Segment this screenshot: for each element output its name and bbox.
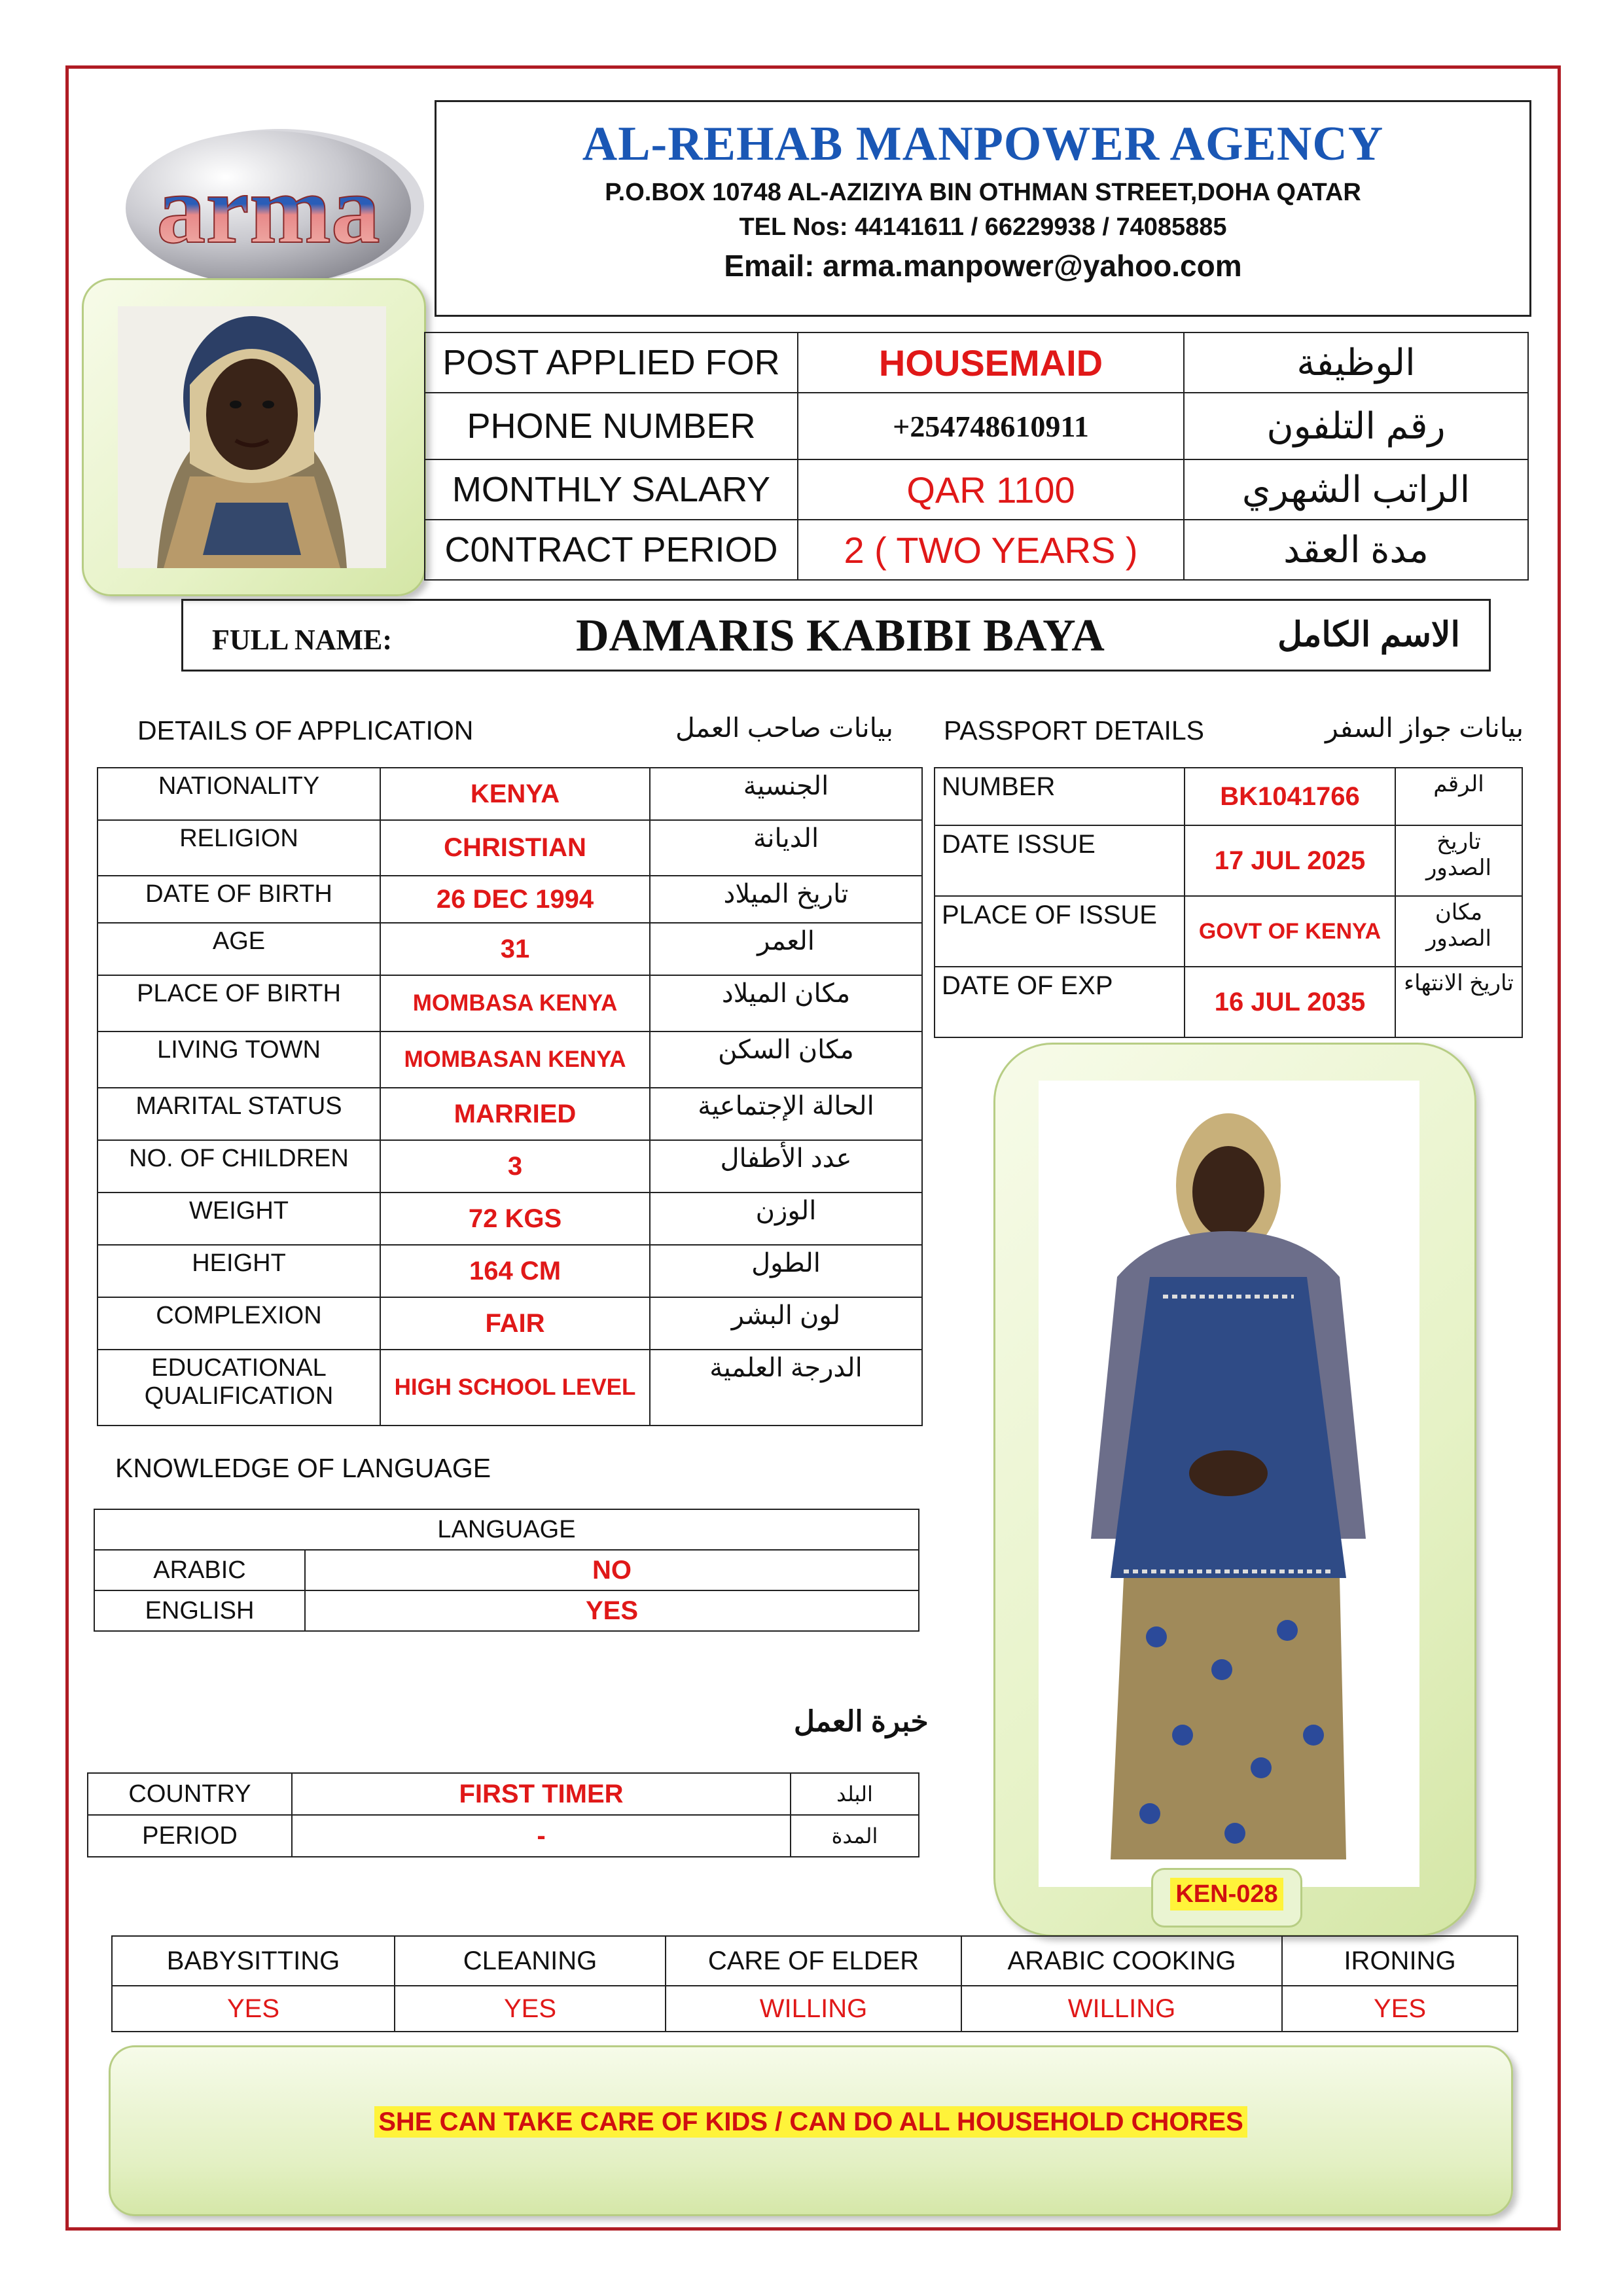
job-info-row [425, 332, 1528, 393]
application-value: CHRISTIAN [380, 820, 650, 876]
experience-row [88, 1815, 919, 1857]
passport-label: NUMBER [935, 768, 1185, 825]
passport-value: GOVT OF KENYA [1185, 896, 1395, 967]
language-table [94, 1509, 919, 1632]
application-arabic: تاريخ الميلاد [650, 876, 922, 923]
experience-title-arabic: خبرة العمل [794, 1706, 929, 1738]
full-name-arabic: الاسم الكامل [1277, 616, 1460, 654]
passport-label: DATE ISSUE [935, 825, 1185, 896]
passport-details-table [934, 767, 1523, 1038]
application-value: 164 CM [380, 1245, 650, 1297]
application-arabic: الطول [650, 1245, 922, 1297]
language-label: ENGLISH [94, 1590, 305, 1631]
application-label: DATE OF BIRTH [98, 876, 380, 923]
skill-label: BABYSITTING [112, 1936, 395, 1986]
passport-row [935, 825, 1522, 896]
passport-title: PASSPORT DETAILS [944, 715, 1204, 745]
job-info-arabic: الوظيفة [1184, 332, 1528, 393]
experience-row [88, 1773, 919, 1815]
job-info-arabic: مدة العقد [1184, 520, 1528, 580]
experience-table [87, 1772, 919, 1857]
application-row [98, 923, 922, 975]
experience-value: - [292, 1815, 791, 1857]
application-row [98, 1140, 922, 1193]
agency-name: AL-REHAB MANPOWER AGENCY [582, 117, 1384, 171]
application-arabic: عدد الأطفال [650, 1140, 922, 1193]
job-info-label: POST APPLIED FOR [425, 332, 798, 393]
passport-label: PLACE OF ISSUE [935, 896, 1185, 967]
skill-value: YES [1282, 1986, 1518, 2032]
application-value: MARRIED [380, 1088, 650, 1140]
application-label: COMPLEXION [98, 1297, 380, 1350]
application-label: EDUCATIONAL QUALIFICATION [98, 1350, 380, 1426]
application-row [98, 1088, 922, 1140]
skill-label: ARABIC COOKING [961, 1936, 1282, 1986]
experience-label: PERIOD [88, 1815, 292, 1857]
passport-value: 16 JUL 2035 [1185, 967, 1395, 1037]
passport-value: 17 JUL 2025 [1185, 825, 1395, 896]
job-info-row [425, 459, 1528, 520]
application-arabic: الجنسية [650, 768, 922, 820]
application-arabic: مكان الميلاد [650, 975, 922, 1031]
application-label: RELIGION [98, 820, 380, 876]
application-details-table [97, 767, 923, 1426]
reference-code-tag [1151, 1868, 1302, 1928]
language-value: NO [305, 1550, 919, 1590]
application-value: 26 DEC 1994 [380, 876, 650, 923]
full-body-photo-frame [993, 1043, 1476, 1937]
experience-arabic: البلد [791, 1773, 919, 1815]
skill-value: YES [112, 1986, 395, 2032]
job-info-value: QAR 1100 [798, 459, 1184, 520]
application-value: KENYA [380, 768, 650, 820]
language-row [94, 1550, 919, 1590]
application-row [98, 1193, 922, 1245]
application-row [98, 1297, 922, 1350]
passport-arabic: تاريخ الصدور [1395, 825, 1522, 896]
job-info-value: HOUSEMAID [798, 332, 1184, 393]
application-arabic: الديانة [650, 820, 922, 876]
job-info-arabic: الراتب الشهري [1184, 459, 1528, 520]
application-arabic: العمر [650, 923, 922, 975]
job-info-label: MONTHLY SALARY [425, 459, 798, 520]
application-value: HIGH SCHOOL LEVEL [380, 1350, 650, 1426]
passport-arabic: مكان الصدور [1395, 896, 1522, 967]
language-label: ARABIC [94, 1550, 305, 1590]
skills-table [111, 1935, 1518, 2032]
passport-arabic: تاريخ الانتهاء [1395, 967, 1522, 1037]
job-info-arabic: رقم التلفون [1184, 393, 1528, 459]
job-info-label: C0NTRACT PERIOD [425, 520, 798, 580]
skill-value: WILLING [961, 1986, 1282, 2032]
skill-label: CLEANING [395, 1936, 666, 1986]
application-label: NO. OF CHILDREN [98, 1140, 380, 1193]
application-value: 3 [380, 1140, 650, 1193]
passport-row [935, 967, 1522, 1037]
application-row [98, 1350, 922, 1426]
remark-text: SHE CAN TAKE CARE OF KIDS / CAN DO ALL HOUSEHOLD CHORES [374, 2106, 1247, 2138]
application-title: DETAILS OF APPLICATION [137, 715, 474, 745]
application-label: AGE [98, 923, 380, 975]
job-info-table [424, 332, 1529, 581]
application-value: MOMBASA KENYA [380, 975, 650, 1031]
logo-text: arma [156, 155, 380, 264]
language-header: LANGUAGE [94, 1509, 919, 1550]
application-arabic: لون البشر [650, 1297, 922, 1350]
passport-arabic: الرقم [1395, 768, 1522, 825]
application-label: PLACE OF BIRTH [98, 975, 380, 1031]
skill-value: WILLING [666, 1986, 961, 2032]
application-label: LIVING TOWN [98, 1031, 380, 1088]
experience-value: FIRST TIMER [292, 1773, 791, 1815]
application-value: FAIR [380, 1297, 650, 1350]
application-value: 72 KGS [380, 1193, 650, 1245]
passport-row [935, 896, 1522, 967]
skill-value: YES [395, 1986, 666, 2032]
agency-header [435, 100, 1531, 317]
application-title-arabic: بيانات صاحب العمل [675, 713, 893, 743]
agency-logo [118, 118, 432, 295]
job-info-row [425, 520, 1528, 580]
skill-label: CARE OF ELDER [666, 1936, 961, 1986]
passport-title-arabic: بيانات جواز السفر [1325, 713, 1524, 743]
agency-address: P.O.BOX 10748 AL-AZIZIYA BIN OTHMAN STREET,DOHA QATAR [605, 179, 1361, 206]
application-value: 31 [380, 923, 650, 975]
portrait-photo-frame [82, 278, 426, 596]
application-label: WEIGHT [98, 1193, 380, 1245]
passport-row [935, 768, 1522, 825]
application-value: MOMBASAN KENYA [380, 1031, 650, 1088]
application-label: NATIONALITY [98, 768, 380, 820]
language-header-row [94, 1509, 919, 1550]
job-info-value: +254748610911 [798, 393, 1184, 459]
application-row [98, 820, 922, 876]
full-body-photo [1039, 1081, 1419, 1887]
experience-arabic: المدة [791, 1815, 919, 1857]
application-row [98, 975, 922, 1031]
remark-box [109, 2045, 1513, 2216]
language-row [94, 1590, 919, 1631]
application-row [98, 1245, 922, 1297]
passport-value: BK1041766 [1185, 768, 1395, 825]
full-name-label: FULL NAME: [212, 624, 392, 656]
full-name-box [181, 599, 1491, 672]
experience-label: COUNTRY [88, 1773, 292, 1815]
application-row [98, 1031, 922, 1088]
agency-email: Email: arma.manpower@yahoo.com [724, 249, 1242, 283]
application-label: HEIGHT [98, 1245, 380, 1297]
application-arabic: مكان السكن [650, 1031, 922, 1088]
skills-value-row [112, 1986, 1518, 2032]
application-label: MARITAL STATUS [98, 1088, 380, 1140]
application-arabic: الدرجة العلمية [650, 1350, 922, 1426]
application-arabic: الحالة الإجتماعية [650, 1088, 922, 1140]
portrait-photo [118, 306, 386, 568]
job-info-row [425, 393, 1528, 459]
language-value: YES [305, 1590, 919, 1631]
application-row [98, 768, 922, 820]
application-arabic: الوزن [650, 1193, 922, 1245]
reference-code: KEN-028 [1170, 1878, 1283, 1910]
passport-label: DATE OF EXP [935, 967, 1185, 1037]
application-row [98, 876, 922, 923]
skill-label: IRONING [1282, 1936, 1518, 1986]
language-title: KNOWLEDGE OF LANGUAGE [115, 1453, 491, 1483]
job-info-value: 2 ( TWO YEARS ) [798, 520, 1184, 580]
agency-phone: TEL Nos: 44141611 / 66229938 / 74085885 [739, 213, 1227, 241]
job-info-label: PHONE NUMBER [425, 393, 798, 459]
full-name-value: DAMARIS KABIBI BAYA [576, 611, 1105, 661]
skills-label-row [112, 1936, 1518, 1986]
